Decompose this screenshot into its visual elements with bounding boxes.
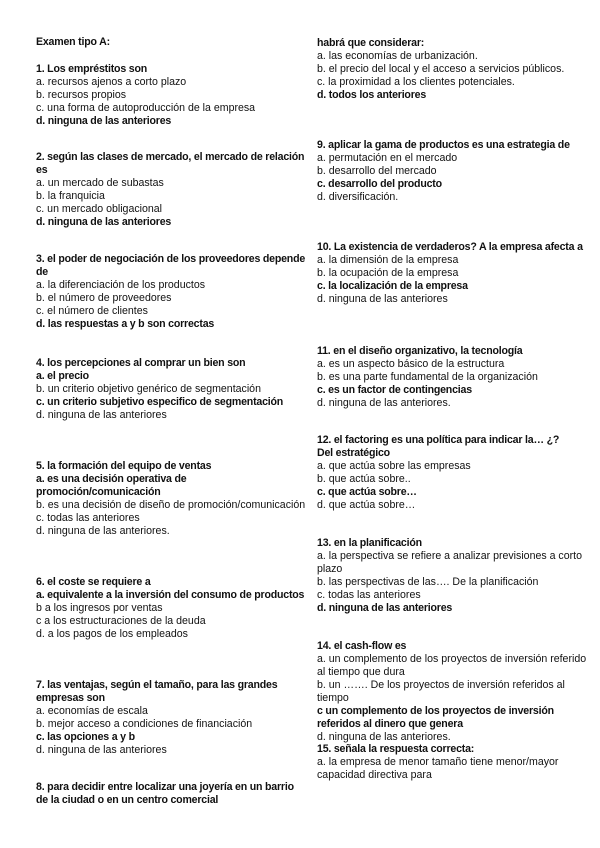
answer-option: c a los estructuraciones de la deuda bbox=[36, 615, 206, 627]
answer-option: b. un ……. De los proyectos de inversión referidos al tiempo bbox=[317, 679, 565, 704]
question-block bbox=[36, 253, 308, 331]
question-text: 10. La existencia de verdaderos? A la empresa afecta a bbox=[317, 241, 583, 253]
answer-option: b. es una decisión de diseño de promoción/comunicación bbox=[36, 499, 306, 511]
answer-option: a. permutación en el mercado bbox=[317, 152, 458, 164]
question-text: 11. en el diseño organizativo, la tecnología bbox=[317, 345, 523, 357]
question-text: 4. los percepciones al comprar un bien son bbox=[36, 357, 246, 369]
answer-option: d. ninguna de las anteriores. bbox=[317, 397, 451, 409]
answer-option: b. desarrollo del mercado bbox=[317, 165, 437, 177]
question-text: 7. las ventajas, según el tamaño, para las grandes empresas son bbox=[36, 679, 278, 704]
answer-option: c. un mercado obligacional bbox=[36, 203, 163, 215]
answer-option: c. todas las anteriores bbox=[317, 589, 421, 601]
answer-option: d. ninguna de las anteriores. bbox=[36, 525, 170, 537]
answer-option: d. diversificación. bbox=[317, 191, 399, 203]
question-text: 14. el cash-flow es bbox=[317, 640, 407, 652]
question-block bbox=[317, 37, 589, 102]
answer-option: c. desarrollo del producto bbox=[317, 178, 442, 190]
answer-option: b. recursos propios bbox=[36, 89, 127, 101]
question-block bbox=[36, 460, 308, 538]
answer-option: a. recursos ajenos a corto plazo bbox=[36, 76, 187, 88]
answer-option: a. es un aspecto básico de la estructura bbox=[317, 358, 505, 370]
answer-option: b. el precio del local y el acceso a servicios públicos. bbox=[317, 63, 565, 75]
answer-option: d. ninguna de las anteriores bbox=[36, 744, 167, 756]
question-block bbox=[36, 781, 308, 807]
answer-option: a. las economías de urbanización. bbox=[317, 50, 478, 62]
answer-option: b. la franquicia bbox=[36, 190, 105, 202]
answer-option: c. la proximidad a los clientes potenciales. bbox=[317, 76, 515, 88]
question-text: 8. para decidir entre localizar una joyería en un barrio de la ciudad o en un centro comercial bbox=[36, 781, 294, 806]
answer-option: b. que actúa sobre.. bbox=[317, 473, 411, 485]
question-text: 2. según las clases de mercado, el mercado de relación es bbox=[36, 151, 305, 176]
answer-option: b a los ingresos por ventas bbox=[36, 602, 163, 614]
question-text: 6. el coste se requiere a bbox=[36, 576, 151, 588]
question-text: 1. Los empréstitos son bbox=[36, 63, 147, 75]
question-block bbox=[317, 139, 589, 204]
answer-option: b. las perspectivas de las…. De la planificación bbox=[317, 576, 539, 588]
answer-option: b. es una parte fundamental de la organización bbox=[317, 371, 538, 383]
answer-option: a. un mercado de subastas bbox=[36, 177, 164, 189]
question-block bbox=[317, 434, 589, 512]
question-text: 5. la formación del equipo de ventas bbox=[36, 460, 212, 472]
question-block bbox=[36, 151, 308, 229]
answer-option: c. el número de clientes bbox=[36, 305, 148, 317]
answer-option: d. las respuestas a y b son correctas bbox=[36, 318, 215, 330]
question-text: habrá que considerar: bbox=[317, 37, 425, 49]
question-block bbox=[36, 576, 308, 641]
answer-option: c. las opciones a y b bbox=[36, 731, 135, 743]
question-text: 15. señala la respuesta correcta: bbox=[317, 743, 475, 755]
answer-option: d. ninguna de las anteriores bbox=[36, 216, 172, 228]
question-block bbox=[317, 537, 589, 615]
answer-option: a. es una decisión operativa de promoción/comunicación bbox=[36, 473, 187, 498]
question-text: 9. aplicar la gama de productos es una estrategia de bbox=[317, 139, 570, 151]
answer-option: a. un complemento de los proyectos de inversión referido al tiempo que dura bbox=[317, 653, 587, 678]
question-block bbox=[317, 241, 589, 306]
answer-option: d. ninguna de las anteriores. bbox=[317, 731, 451, 743]
answer-option: c. que actúa sobre… bbox=[317, 486, 417, 498]
question-block bbox=[36, 357, 308, 422]
answer-option: b. la ocupación de la empresa bbox=[317, 267, 459, 279]
answer-option: d. ninguna de las anteriores bbox=[317, 602, 453, 614]
answer-option: d. a los pagos de los empleados bbox=[36, 628, 188, 640]
answer-option: c. es un factor de contingencias bbox=[317, 384, 472, 396]
question-text: 13. en la planificación bbox=[317, 537, 422, 549]
answer-option: b. mejor acceso a condiciones de financiación bbox=[36, 718, 253, 730]
answer-option: d. ninguna de las anteriores bbox=[36, 115, 172, 127]
answer-option: a. el precio bbox=[36, 370, 89, 382]
answer-option: b. el número de proveedores bbox=[36, 292, 172, 304]
question-text: 12. el factoring es una política para indicar la… ¿? bbox=[317, 434, 560, 446]
question-block bbox=[317, 640, 589, 744]
answer-option: a. la empresa de menor tamaño tiene menor/mayor capacidad directiva para bbox=[317, 756, 559, 781]
question-block bbox=[36, 63, 308, 128]
answer-option: c. un criterio subjetivo especifico de segmentación bbox=[36, 396, 284, 408]
answer-option: c un complemento de los proyectos de inversión referidos al dinero que genera bbox=[317, 705, 554, 730]
answer-option: Del estratégico bbox=[317, 447, 390, 459]
answer-option: c. una forma de autoproducción de la empresa bbox=[36, 102, 256, 114]
question-block bbox=[36, 679, 308, 757]
answer-option: a. que actúa sobre las empresas bbox=[317, 460, 471, 472]
answer-option: c. todas las anteriores bbox=[36, 512, 140, 524]
exam-title: Examen tipo A: bbox=[36, 36, 110, 48]
question-text: 3. el poder de negociación de los proveedores depende de bbox=[36, 253, 306, 278]
answer-option: d. ninguna de las anteriores bbox=[36, 409, 167, 421]
answer-option: c. la localización de la empresa bbox=[317, 280, 468, 292]
answer-option: a. economías de escala bbox=[36, 705, 148, 717]
answer-option: a. equivalente a la inversión del consumo de productos bbox=[36, 589, 305, 601]
question-block bbox=[317, 743, 589, 782]
answer-option: a. la diferenciación de los productos bbox=[36, 279, 206, 291]
answer-option: d. todos los anteriores bbox=[317, 89, 427, 101]
answer-option: b. un criterio objetivo genérico de segmentación bbox=[36, 383, 261, 395]
answer-option: d. que actúa sobre… bbox=[317, 499, 416, 511]
question-block bbox=[317, 345, 589, 410]
answer-option: a. la dimensión de la empresa bbox=[317, 254, 459, 266]
answer-option: d. ninguna de las anteriores bbox=[317, 293, 448, 305]
answer-option: a. la perspectiva se refiere a analizar previsiones a corto plazo bbox=[317, 550, 582, 575]
